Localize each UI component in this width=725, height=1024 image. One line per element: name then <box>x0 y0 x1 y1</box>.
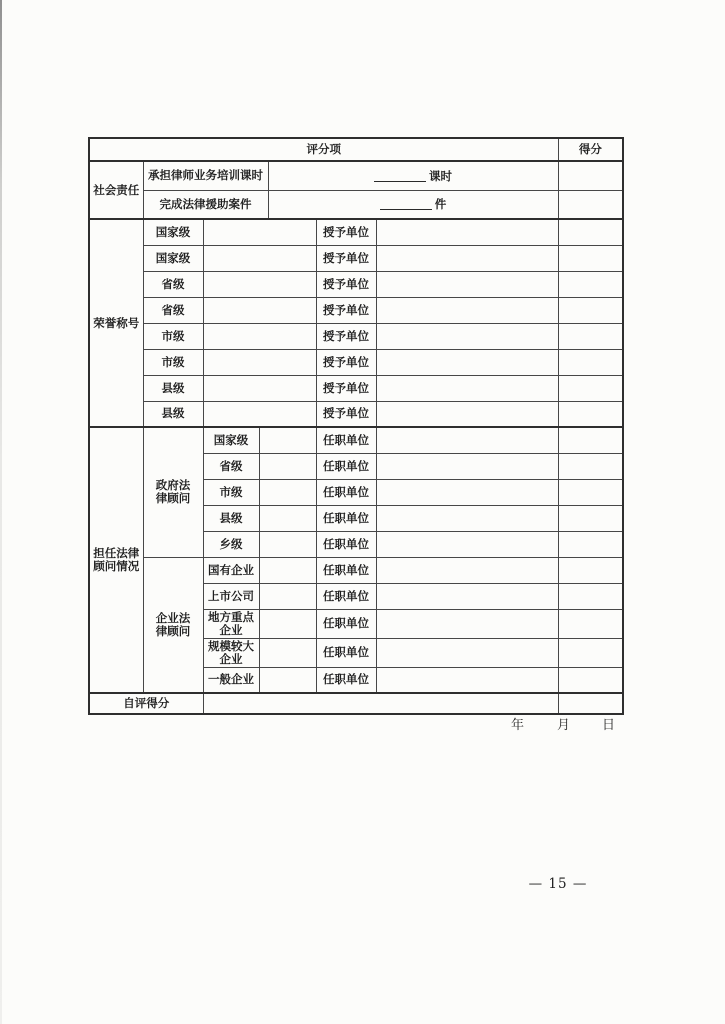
fill-in-cell <box>259 505 316 531</box>
employer-label: 任职单位 <box>316 505 376 531</box>
item-label: 完成法律援助案件 <box>143 190 268 219</box>
level-label: 市级 <box>143 323 203 349</box>
fill-in-cell <box>376 375 558 401</box>
fill-in-cell <box>376 401 558 427</box>
employer-label: 任职单位 <box>316 557 376 583</box>
scoring-table <box>88 137 624 715</box>
fill-in-cell <box>203 245 316 271</box>
fill-in-cell <box>376 583 558 609</box>
section-label-honorary-titles: 荣誉称号 <box>89 219 143 427</box>
level-label: 国有企业 <box>203 557 259 583</box>
score-cell <box>558 531 623 557</box>
fill-in-cell <box>376 271 558 297</box>
score-cell <box>558 323 623 349</box>
score-cell <box>558 609 623 638</box>
fill-in-cell <box>376 323 558 349</box>
score-cell <box>558 219 623 245</box>
level-label: 国家级 <box>143 219 203 245</box>
fill-in-cell <box>268 161 558 190</box>
score-cell <box>558 297 623 323</box>
fill-in-cell <box>376 557 558 583</box>
employer-label: 任职单位 <box>316 667 376 693</box>
grantor-label: 授予单位 <box>316 349 376 375</box>
fill-in-cell <box>376 609 558 638</box>
score-cell <box>558 638 623 667</box>
score-cell <box>558 693 623 714</box>
fill-in-cell <box>376 453 558 479</box>
level-label: 地方重点企业 <box>203 609 259 638</box>
fill-in-cell <box>259 667 316 693</box>
fill-in-cell <box>268 190 558 219</box>
score-cell <box>558 667 623 693</box>
self-assessment-label: 自评得分 <box>89 693 203 714</box>
grantor-label: 授予单位 <box>316 297 376 323</box>
fill-in-cell <box>376 349 558 375</box>
fill-in-cell <box>376 638 558 667</box>
score-cell <box>558 349 623 375</box>
employer-label: 任职单位 <box>316 531 376 557</box>
fill-in-cell <box>203 323 316 349</box>
fill-in-cell <box>203 349 316 375</box>
unit-suffix: 件 <box>434 197 447 212</box>
score-cell <box>558 453 623 479</box>
fill-in-cell <box>259 453 316 479</box>
employer-label: 任职单位 <box>316 583 376 609</box>
employer-label: 任职单位 <box>316 453 376 479</box>
level-label: 市级 <box>203 479 259 505</box>
level-label: 省级 <box>203 453 259 479</box>
fill-in-cell <box>203 271 316 297</box>
score-cell <box>558 505 623 531</box>
group-label-government-advisor: 政府法律顾问 <box>143 427 203 557</box>
fill-in-blank-line <box>374 169 426 182</box>
item-label: 承担律师业务培训课时 <box>143 161 268 190</box>
grantor-label: 授予单位 <box>316 271 376 297</box>
fill-in-cell <box>376 427 558 453</box>
fill-in-cell <box>259 479 316 505</box>
fill-in-cell <box>203 693 558 714</box>
date-year-label: 年 <box>511 718 525 733</box>
level-label: 国家级 <box>143 245 203 271</box>
level-label: 县级 <box>143 401 203 427</box>
fill-in-cell <box>259 427 316 453</box>
page-number: — 15 — <box>528 876 588 892</box>
fill-in-cell <box>259 638 316 667</box>
score-cell <box>558 427 623 453</box>
score-cell <box>558 161 623 190</box>
fill-in-cell <box>203 401 316 427</box>
fill-in-cell <box>376 531 558 557</box>
fill-in-cell <box>203 375 316 401</box>
score-cell <box>558 557 623 583</box>
level-label: 国家级 <box>203 427 259 453</box>
score-cell <box>558 375 623 401</box>
grantor-label: 授予单位 <box>316 375 376 401</box>
level-label: 乡级 <box>203 531 259 557</box>
fill-in-cell <box>203 219 316 245</box>
employer-label: 任职单位 <box>316 638 376 667</box>
employer-label: 任职单位 <box>316 479 376 505</box>
section-label-social-responsibility: 社会责任 <box>89 161 143 219</box>
level-label: 省级 <box>143 297 203 323</box>
fill-in-cell <box>259 583 316 609</box>
level-label: 县级 <box>203 505 259 531</box>
grantor-label: 授予单位 <box>316 245 376 271</box>
fill-in-cell <box>259 609 316 638</box>
unit-suffix: 课时 <box>429 168 453 183</box>
fill-in-cell <box>259 557 316 583</box>
fill-in-cell <box>376 479 558 505</box>
employer-label: 任职单位 <box>316 609 376 638</box>
score-cell <box>558 401 623 427</box>
score-cell <box>558 271 623 297</box>
fill-in-cell <box>376 297 558 323</box>
date-line <box>0 714 725 732</box>
fill-in-cell <box>203 297 316 323</box>
scan-edge-artifact <box>0 0 2 1024</box>
grantor-label: 授予单位 <box>316 323 376 349</box>
score-cell <box>558 190 623 219</box>
group-label-enterprise-advisor: 企业法律顾问 <box>143 557 203 693</box>
grantor-label: 授予单位 <box>316 219 376 245</box>
level-label: 一般企业 <box>203 667 259 693</box>
level-label: 省级 <box>143 271 203 297</box>
grantor-label: 授予单位 <box>316 401 376 427</box>
header-scoring-item: 评分项 <box>89 138 558 161</box>
employer-label: 任职单位 <box>316 427 376 453</box>
level-label: 上市公司 <box>203 583 259 609</box>
fill-in-blank-line <box>380 197 432 210</box>
fill-in-cell <box>376 219 558 245</box>
fill-in-cell <box>376 505 558 531</box>
date-month-label: 月 <box>557 718 571 733</box>
header-score: 得分 <box>558 138 623 161</box>
fill-in-cell <box>376 667 558 693</box>
date-day-label: 日 <box>602 718 616 733</box>
fill-in-cell <box>259 531 316 557</box>
section-label-legal-advisor: 担任法律顾问情况 <box>89 427 143 693</box>
score-cell <box>558 245 623 271</box>
level-label: 县级 <box>143 375 203 401</box>
score-cell <box>558 479 623 505</box>
score-cell <box>558 583 623 609</box>
level-label: 规模较大企业 <box>203 638 259 667</box>
fill-in-cell <box>376 245 558 271</box>
level-label: 市级 <box>143 349 203 375</box>
